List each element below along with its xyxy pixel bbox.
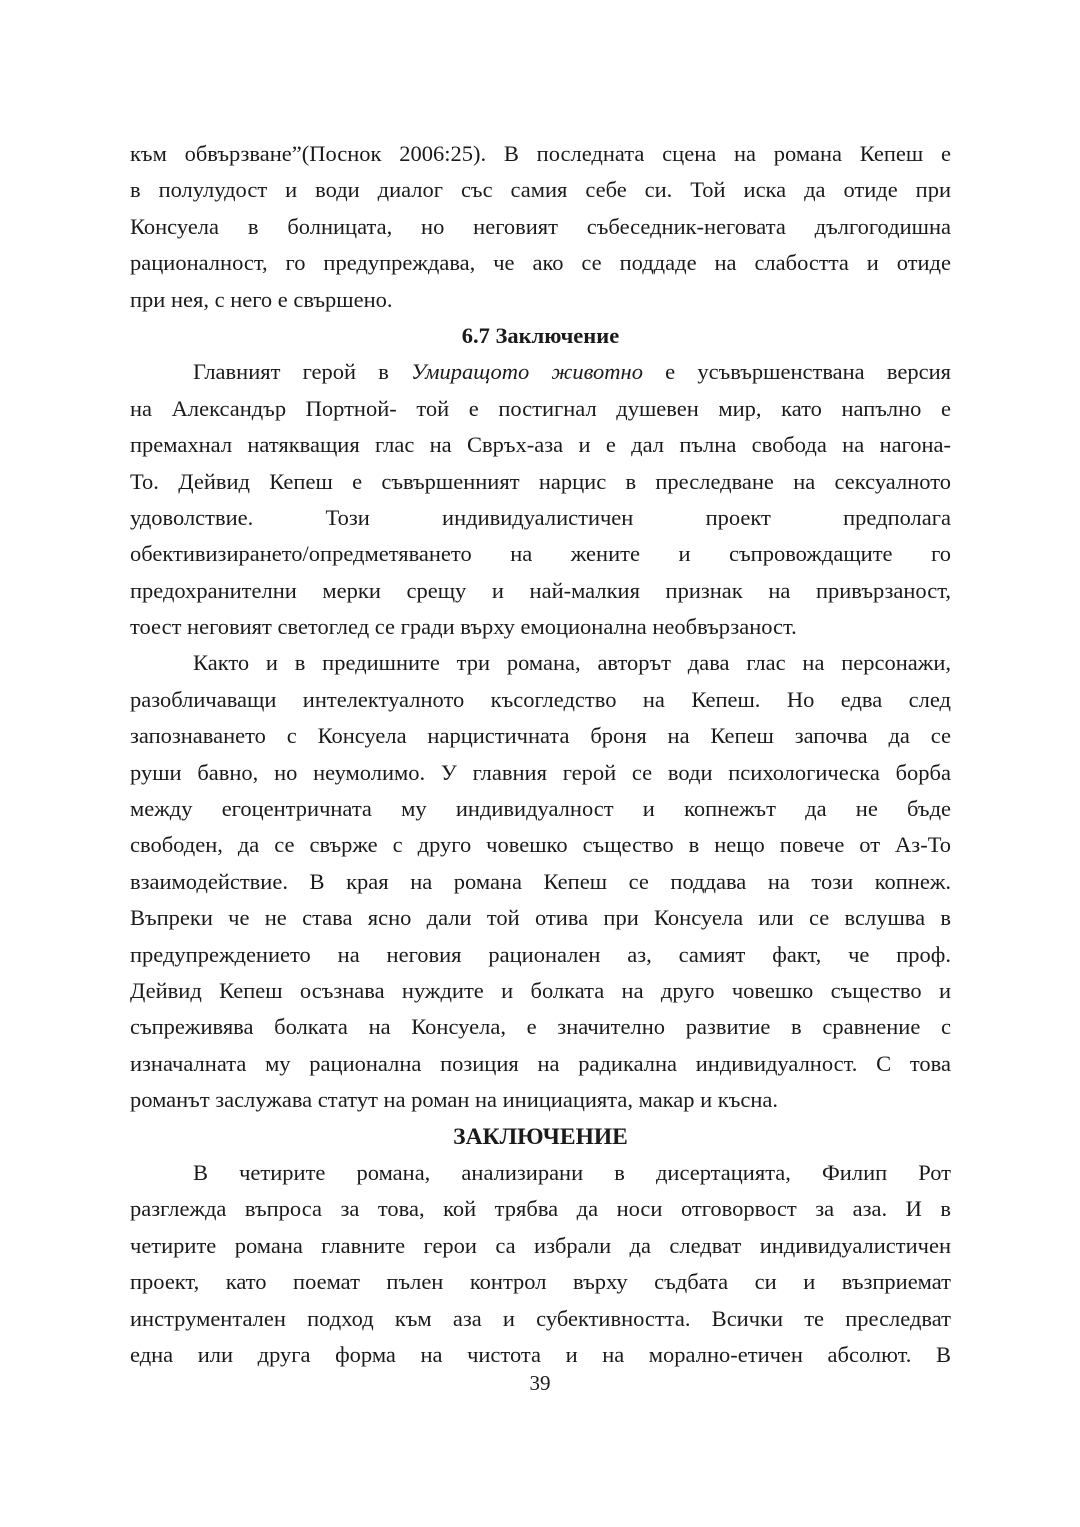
text-line: предохранителни мерки срещу и най-малкия признак на привързаност, [130, 577, 951, 603]
text-line: четирите романа главните герои са избрали да следват индивидуалистичен [130, 1232, 951, 1258]
text-line [130, 354, 951, 390]
text-line: Както и в предишните три романа, авторът дава глас на персонажи, [193, 650, 951, 676]
text-line: удоволствие. Този индивидуалистичен проект предполага [130, 504, 951, 530]
text-line: съпреживява болката на Консуела, е значително развитие в сравнение с [130, 1014, 951, 1040]
text-line: Консуела в болницата, но неговият събеседник-неговата дългогодишна [130, 213, 951, 239]
paragraph-initiation [130, 645, 951, 1118]
text-line: обективизирането/опредметяването на жените и съпровождащите го [130, 541, 951, 567]
book-title-italic: Умиращото животно [411, 359, 643, 385]
text-line: между егоцентричната му индивидуалност и копнежът да не бъде [130, 796, 951, 822]
text-line: То. Дейвид Кепеш е съвършенният нарцис в преследване на сексуалното [130, 468, 951, 494]
text-line: Дейвид Кепеш осъзнава нуждите и болката на друго човешко същество и [130, 977, 951, 1003]
text-line: при нея, с него е свършено. [130, 286, 393, 312]
text-line: в полулудост и води диалог със самия себе си. Той иска да отиде при [130, 177, 951, 203]
document-page [130, 136, 951, 1373]
text-line: свободен, да се свърже с друго човешко същество в нещо повече от Аз-То [130, 832, 951, 858]
text-line: Въпреки че не става ясно дали той отива при Консуела или се вслушва в [130, 905, 951, 931]
text-line: В четирите романа, анализирани в дисертацията, Филип Рот [193, 1159, 951, 1185]
text-line: една или друга форма на чистота и на морално-етичен абсолют. В [130, 1341, 951, 1367]
text-line: взаимодействие. В края на романа Кепеш се поддава на този копнеж. [130, 868, 951, 894]
text-run: Главният герой в [193, 359, 412, 385]
paragraph-final-conclusion [130, 1155, 951, 1373]
text-line: проект, като поемат пълен контрол върху съдбата си и възприемат [130, 1269, 951, 1295]
text-line: романът заслужава статут на роман на инициацията, макар и късна. [130, 1087, 779, 1113]
text-line: рационалност, го предупреждава, че ако се поддаде на слабостта и отиде [130, 250, 951, 276]
chapter-heading: ЗАКЛЮЧЕНИЕ [453, 1123, 628, 1150]
text-line: предупреждението на неговия рационален аз, самият факт, че проф. [130, 941, 951, 967]
paragraph-continuation [130, 136, 951, 318]
text-line: разглежда въпроса за това, кой трябва да носи отговорвост за аза. И в [130, 1196, 951, 1222]
text-line: изначалната му рационална позиция на радикална индивидуалност. С това [130, 1050, 951, 1076]
text-line: руши бавно, но неумолимо. У главния герой се води психологическа борба [130, 759, 951, 785]
paragraph-conclusion-6-7 [130, 354, 951, 645]
text-line: премахнал натякващия глас на Свръх-аза и е дал пълна свобода на нагона- [130, 432, 951, 458]
text-line: тоест неговият светоглед се гради върху емоционална необвързаност. [130, 614, 797, 640]
text-run: е усъвършенствана версия [642, 359, 951, 385]
text-line: запознаването с Консуела нарцистичната броня на Кепеш започва да се [130, 723, 951, 749]
text-line: към обвързване”(Поснок 2006:25). В последната сцена на романа Кепеш е [130, 141, 951, 166]
page-number: 39 [529, 1371, 551, 1395]
text-line: на Александър Портной- той е постигнал душевен мир, като напълно е [130, 395, 951, 421]
text-line: инструментален подход към аза и субективността. Всички те преследват [130, 1305, 951, 1331]
text-line: разобличаващи интелектуалното късогледство на Кепеш. Но едва след [130, 686, 951, 712]
section-heading: 6.7 Заключение [461, 322, 620, 348]
